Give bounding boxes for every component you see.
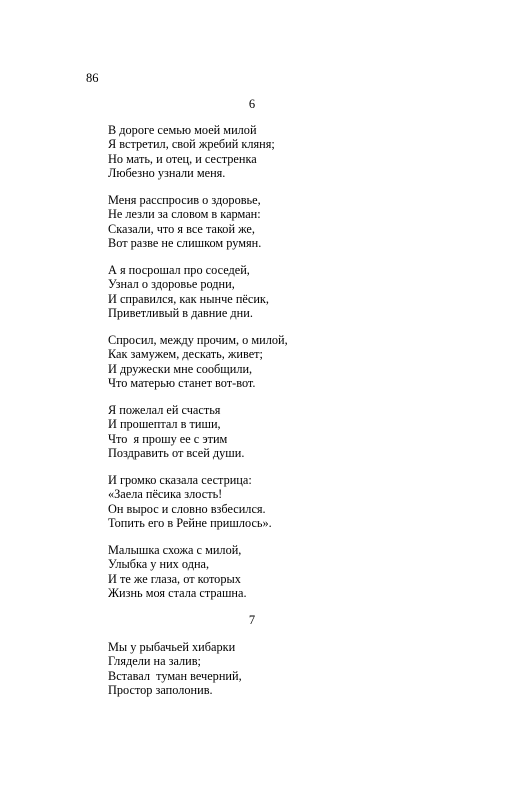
poem-line: Спросил, между прочим, о милой,	[108, 333, 288, 347]
poem-line: И громко сказала сестрица:	[108, 473, 252, 487]
poem-line: В дороге семью моей милой	[108, 123, 257, 137]
poem-line: Малышка схожа с милой,	[108, 543, 242, 557]
poem-line: Поздравить от всей души.	[108, 445, 245, 460]
poem-line: Как замужем, дескать, живет;	[108, 347, 263, 362]
poem-6-number: 6	[248, 97, 256, 111]
poem-line: Не лезли за словом в карман:	[108, 207, 261, 222]
poem-line: Вставал туман вечерний,	[108, 668, 242, 683]
poem-line: Любезно узнали меня.	[108, 165, 226, 180]
poem-line: Вот разве не слишком румян.	[108, 235, 262, 250]
poem-line: И те же глаза, от которых	[108, 571, 241, 586]
poem-6-stanza-4	[108, 333, 288, 390]
poem-line: Топить его в Рейне пришлось».	[108, 515, 272, 530]
poem-line: И справился, как нынче пёсик,	[108, 291, 269, 306]
poem-line: Улыбка у них одна,	[108, 557, 210, 572]
poem-line: Приветливый в давние дни.	[108, 305, 253, 320]
poem-6-stanza-5	[108, 403, 244, 460]
page-number: 86	[86, 71, 99, 85]
poem-line: Что я прошу ее с этим	[108, 431, 228, 446]
poem-line: И прошептал в тиши,	[108, 417, 221, 432]
poem-7-number: 7	[248, 613, 256, 627]
poem-line: Сказали, что я все такой же,	[108, 221, 255, 236]
poem-line: Узнал о здоровье родни,	[108, 277, 235, 292]
poem-6-stanza-7	[108, 543, 247, 600]
poem-line: Глядели на залив;	[108, 654, 201, 669]
poem-6-stanza-1	[108, 123, 275, 180]
poem-line: «Заела пёсика злость!	[108, 487, 223, 502]
poem-6-stanza-2	[108, 193, 261, 250]
poem-line: Простор заполонив.	[108, 682, 213, 697]
poem-line: Меня расспросив о здоровье,	[108, 193, 261, 207]
poem-line: И дружески мне сообщили,	[108, 361, 253, 376]
poem-line: Я пожелал ей счастья	[108, 403, 221, 417]
poem-line: Но мать, и отец, и сестренка	[108, 151, 257, 166]
poem-line: Жизнь моя стала страшна.	[108, 585, 247, 600]
poem-line: Что матерью станет вот-вот.	[108, 375, 256, 390]
poem-line: Я встретил, свой жребий кляня;	[108, 137, 275, 152]
poem-6-stanza-6	[108, 473, 272, 530]
poem-line: Он вырос и словно взбесился.	[108, 501, 266, 516]
poem-line: А я посрошал про соседей,	[108, 263, 250, 277]
poem-7-stanza-1	[108, 640, 242, 697]
poem-line: Мы у рыбачьей хибарки	[108, 640, 236, 654]
poem-6-stanza-3	[108, 263, 269, 320]
